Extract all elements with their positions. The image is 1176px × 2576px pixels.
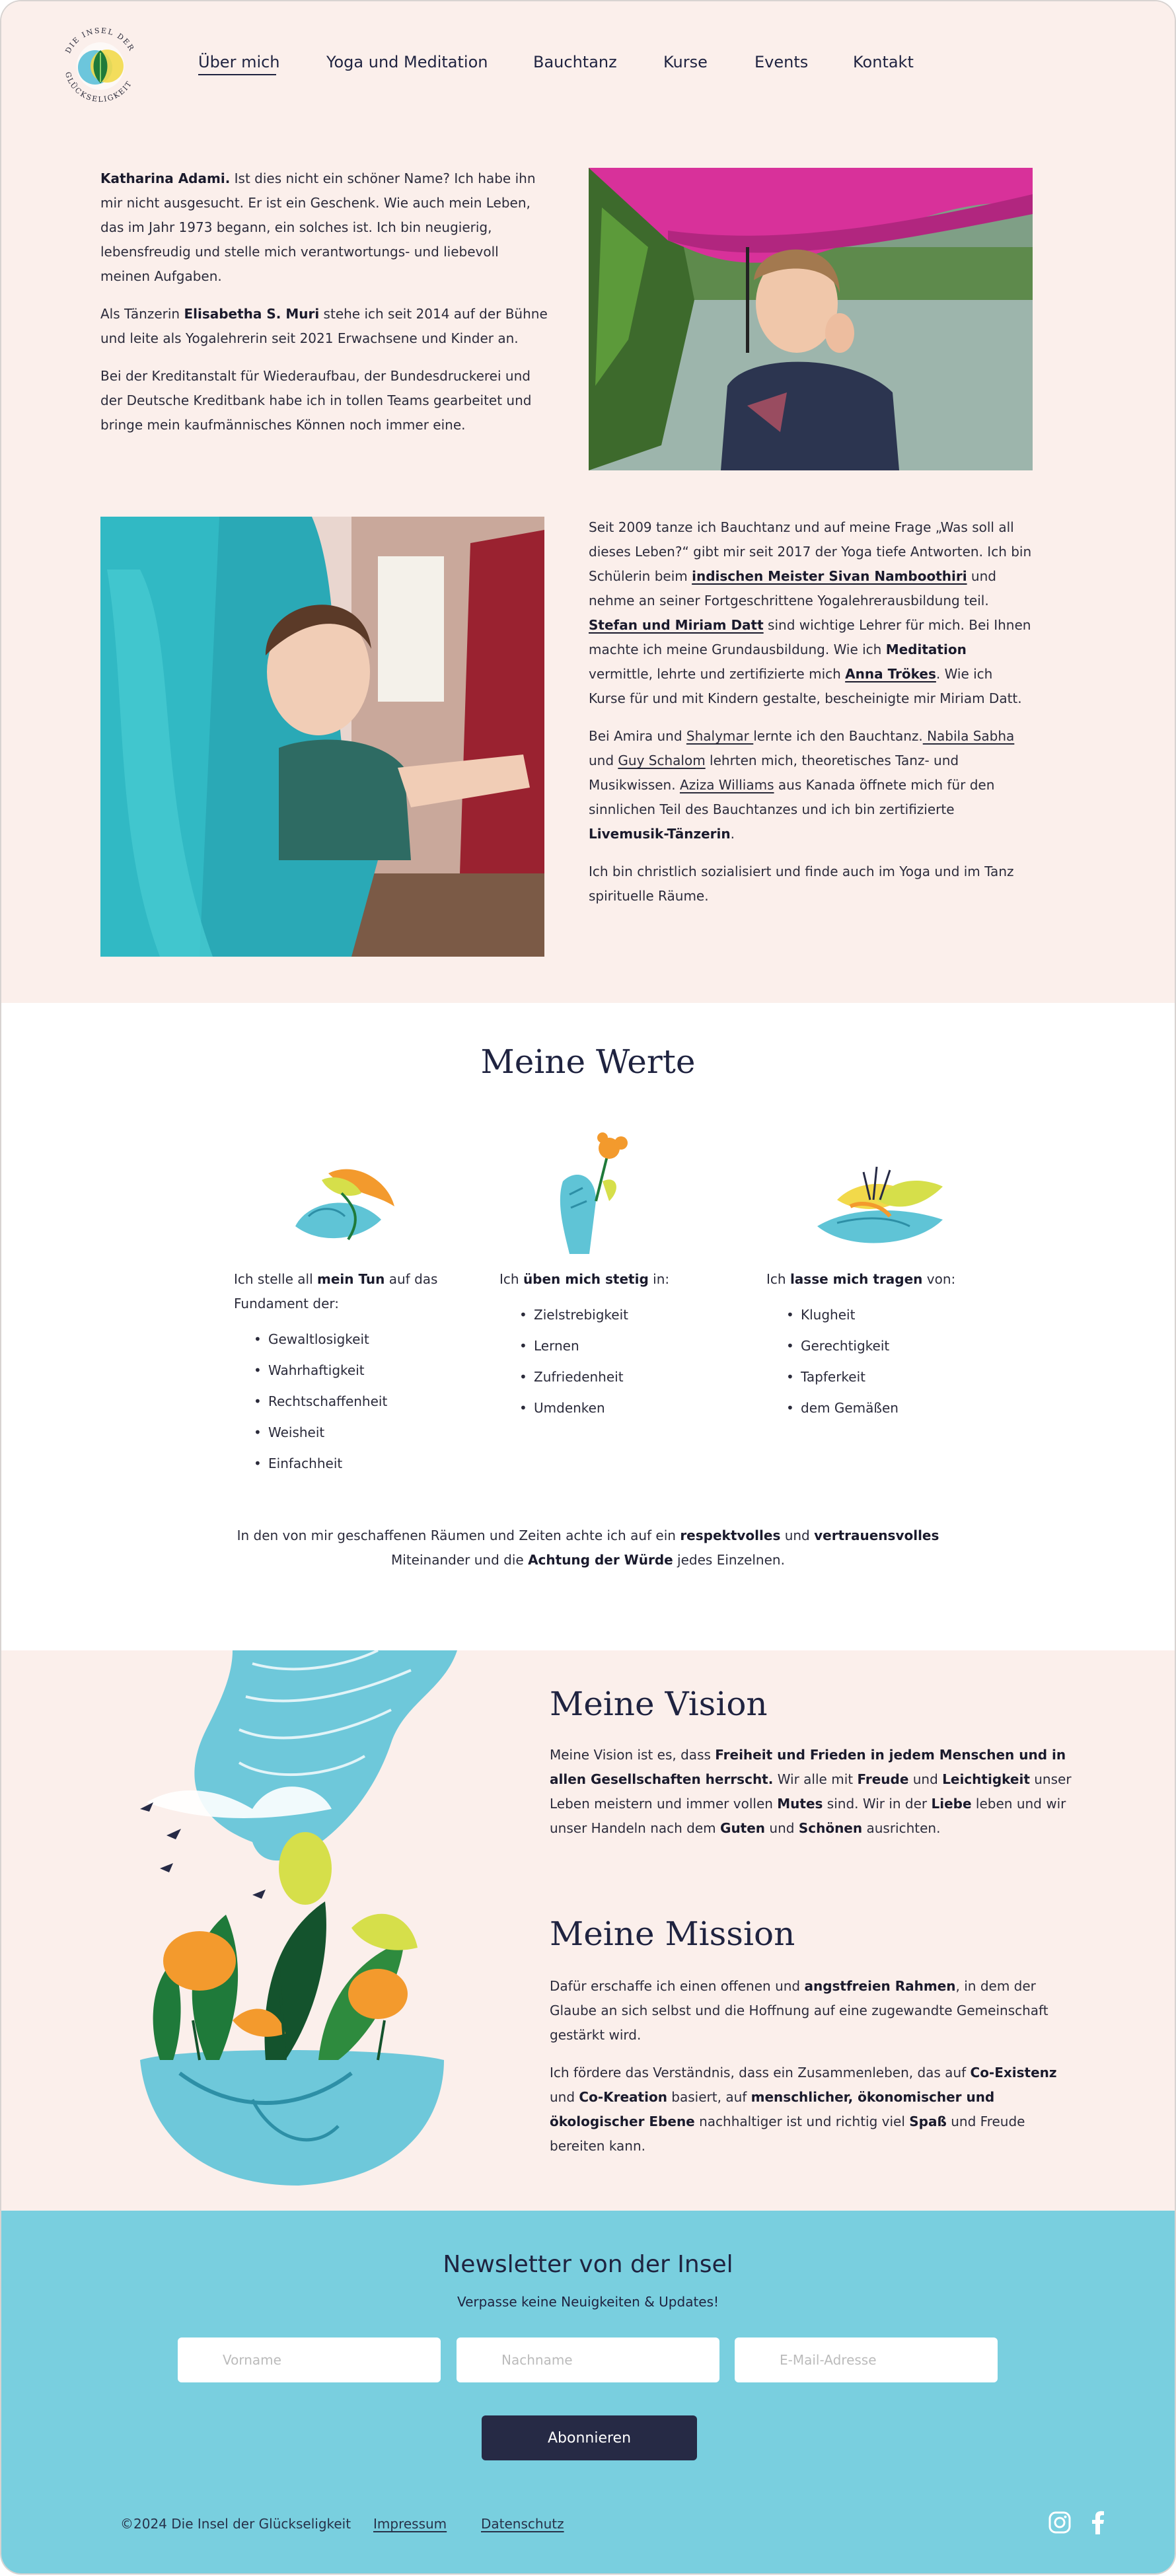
logo-text-bottom: GLÜCKSELIGKEIT [63, 71, 134, 104]
newsletter-subtitle: Verpasse keine Neuigkeiten & Updates! [457, 2294, 719, 2310]
about-paragraph-5: Bei Amira und Shalymar lernte ich den Bauchtanz. Nabila Sabha und Guy Schalom lehrten mich, theoretisches Tanz- und Musikwissen. Aziza Williams aus Kanada öffnete mich für den sinnlichen Teil des Bauchtanzes und ich bin zertifizierte Livemusik-Tänzerin. [589, 728, 1015, 842]
about-paragraph-6: Ich bin christlich sozialisiert und finde auch im Yoga und im Tanz spirituelle Räume. [589, 864, 1014, 904]
values-column-3-intro: Ich lasse mich tragen von: [766, 1271, 956, 1287]
hand-flower-icon [543, 1128, 636, 1261]
vision-illustration [100, 1650, 470, 2192]
values-column-2-intro: Ich üben mich stetig in: [499, 1271, 670, 1287]
list-item: • Tapferkeit [780, 1362, 991, 1393]
about-paragraph-2: Als Tänzerin Elisabetha S. Muri stehe ich seit 2014 auf der Bühne und leite als Yogalehrerin seit 2021 Erwachsene und Kinder an. [100, 306, 548, 346]
logo[interactable] [54, 20, 147, 112]
instagram-icon[interactable] [1048, 2511, 1072, 2534]
nav-item-ueber-mich[interactable]: Über mich [198, 53, 280, 71]
vision-title: Meine Vision [550, 1685, 768, 1723]
link-anna-troekes[interactable]: Anna Trökes [845, 666, 936, 682]
page [1, 1, 1175, 2573]
hands-bird-icon [282, 1154, 408, 1253]
list-item: • Rechtschaffenheit [247, 1386, 459, 1417]
values-column-3 [766, 1267, 991, 1424]
first-name-input[interactable] [178, 2337, 441, 2382]
values-column-1-intro: Ich stelle all mein Tun auf das Fundament der: [234, 1271, 438, 1311]
list-item: • dem Gemäßen [780, 1393, 991, 1424]
values-list-3 [780, 1300, 991, 1424]
link-guy-schalom[interactable]: Guy Schalom [618, 753, 706, 768]
nav-item-yoga[interactable]: Yoga und Meditation [326, 53, 488, 71]
mission-text [550, 1974, 1082, 2158]
list-item: • Umdenken [513, 1393, 724, 1424]
list-item: • Lernen [513, 1331, 724, 1362]
values-list-1 [247, 1324, 459, 1479]
list-item: • Zufriedenheit [513, 1362, 724, 1393]
about-teachers-text [589, 515, 1033, 908]
footer-datenschutz-link[interactable]: Datenschutz [481, 2516, 564, 2532]
list-item: • Klugheit [780, 1300, 991, 1331]
vision-text: Meine Vision ist es, dass Freiheit und Frieden in jedem Menschen und in allen Gesellschaften herrscht. Wir alle mit Freude und Leichtigkeit unser Leben meistern und immer vollen Mutes sind. Wir in der Liebe leben und wir unser Handeln nach dem Guten und Schönen ausrichten. [550, 1747, 1072, 1836]
list-item: • Gerechtigkeit [780, 1331, 991, 1362]
link-nabila-sabha[interactable]: Nabila Sabha [922, 728, 1015, 744]
subscribe-button[interactable]: Abonnieren [482, 2415, 697, 2460]
email-input[interactable] [735, 2337, 998, 2382]
values-column-2 [499, 1267, 724, 1424]
link-sivan-namboothiri[interactable]: indischen Meister Sivan Namboothiri [692, 568, 967, 584]
mission-paragraph-1: Dafür erschaffe ich einen offenen und angstfreien Rahmen, in dem der Glaube an sich selbst und die Hoffnung auf eine zugewandte Gemeinschaft gestärkt wird. [550, 1978, 1048, 2043]
list-item: • Zielstrebigkeit [513, 1300, 724, 1331]
photo-dancer [100, 517, 544, 957]
list-item: • Einfachheit [247, 1448, 459, 1479]
about-paragraph-1: Katharina Adami. Ist dies nicht ein schöner Name? Ich habe ihn mir nicht ausgesucht. Er ist ein Geschenk. Wie auch mein Leben, das im Jahr 1973 begann, ein solches ist. Ich bin neugierig, lebensfreudig und stelle mich verantwortungs- und liebevoll meinen Aufgaben. [100, 170, 536, 284]
last-name-input[interactable] [457, 2337, 719, 2382]
logo-text-top: DIE INSEL DER [63, 26, 137, 55]
about-paragraph-3: Bei der Kreditanstalt für Wiederaufbau, der Bundesdruckerei und der Deutsche Kreditbank habe ich in tollen Teams gearbeitet und bringe mein kaufmännisches Können noch immer eine. [100, 368, 532, 433]
list-item: • Gewaltlosigkeit [247, 1324, 459, 1355]
list-item: • Wahrhaftigkeit [247, 1355, 459, 1386]
photo-umbrella [589, 168, 1033, 470]
mission-paragraph-2: Ich fördere das Verständnis, dass ein Zusammenleben, das auf Co-Existenz und Co-Kreation basiert, auf menschlicher, ökonomischer und ökologischer Ebene nachhaltiger ist und richtig viel Spaß und Freude bereiten kann. [550, 2065, 1057, 2154]
nav-item-bauchtanz[interactable]: Bauchtanz [533, 53, 617, 71]
values-list-2 [513, 1300, 724, 1424]
list-item: • Weisheit [247, 1417, 459, 1448]
vision-mission-section [1, 1650, 1175, 2211]
nav-item-events[interactable]: Events [754, 53, 809, 71]
nav-item-kontakt[interactable]: Kontakt [853, 53, 914, 71]
values-section [1, 1003, 1175, 1650]
facebook-icon[interactable] [1090, 2511, 1106, 2534]
values-closing-text: In den von mir geschaffenen Räumen und Zeiten achte ich auf ein respektvolles und vertrauensvolles Miteinander und die Achtung der Würde jedes Einzelnen. [237, 1527, 939, 1568]
link-stefan-miriam-datt[interactable]: Stefan und Miriam Datt [589, 617, 764, 633]
about-section [1, 1, 1175, 1003]
newsletter-title: Newsletter von der Insel [443, 2251, 733, 2278]
link-shalymar[interactable]: Shalymar [686, 728, 754, 744]
values-column-1 [234, 1267, 459, 1479]
nav-active-underline [198, 74, 276, 75]
link-aziza-williams[interactable]: Aziza Williams [679, 777, 774, 793]
about-intro-text [100, 166, 550, 437]
values-title: Meine Werte [480, 1043, 696, 1081]
hands-lily-icon [811, 1154, 949, 1253]
logo-emblem-icon [54, 20, 147, 112]
footer-impressum-link[interactable]: Impressum [373, 2516, 447, 2532]
footer-copyright: ©2024 Die Insel der Glückseligkeit [120, 2516, 351, 2532]
nav-item-kurse[interactable]: Kurse [663, 53, 708, 71]
about-paragraph-4: Seit 2009 tanze ich Bauchtanz und auf meine Frage „Was soll all dieses Leben?“ gibt mir seit 2017 der Yoga tiefe Antworten. Ich bin Schülerin beim indischen Meister Sivan Namboothiri und nehme an seiner Fortgeschrittene Yogalehrerausbildung teil. Stefan und Miriam Datt sind wichtige Lehrer für mich. Bei Ihnen machte ich meine Grundausbildung. Wie ich Meditation vermittle, lehrte und zertifizierte mich Anna Trökes. Wie ich Kurse für und mit Kindern gestalte, bescheinigte mir Miriam Datt. [589, 519, 1032, 706]
mission-title: Meine Mission [550, 1915, 795, 1953]
